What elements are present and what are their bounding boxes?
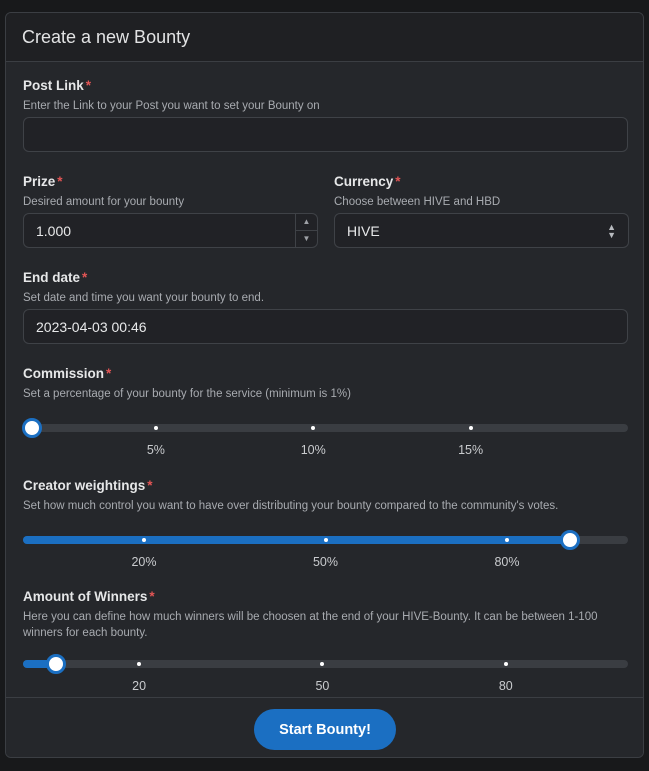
commission-field <box>23 366 628 402</box>
required-mark: * <box>106 366 112 381</box>
required-mark: * <box>395 174 401 189</box>
slider-tick-label: 5% <box>146 443 165 457</box>
winners-slider[interactable] <box>23 649 628 693</box>
currency-select[interactable] <box>334 213 629 248</box>
end-date-field <box>23 270 628 306</box>
commission-label: Commission * <box>23 366 112 381</box>
select-arrows-icon: ▲ ▼ <box>607 221 616 240</box>
prize-stepper[interactable] <box>295 214 317 247</box>
slider-tick-label: 80% <box>494 555 520 569</box>
winners-help: Here you can define how much winners will be choosen at the end of your HIVE-Bounty. It can be between 1-100 winners for each bounty. <box>23 611 598 639</box>
prize-input[interactable] <box>23 213 318 248</box>
slider-tick-label: 20 <box>132 679 147 693</box>
bounty-form-panel <box>5 12 644 758</box>
winners-field <box>23 589 628 641</box>
slider-track[interactable] <box>23 424 628 432</box>
slider-tick <box>504 662 508 666</box>
currency-label: Currency * <box>334 174 401 189</box>
currency-value: HIVE <box>347 222 380 239</box>
slider-tick <box>469 426 473 430</box>
slider-tick-label: 80 <box>498 679 513 693</box>
slider-tick-label: 10% <box>300 443 326 457</box>
slider-thumb[interactable] <box>560 530 580 550</box>
prize-help: Desired amount for your bounty <box>23 196 185 208</box>
required-mark: * <box>149 589 155 604</box>
prize-label: Prize * <box>23 174 63 189</box>
slider-track[interactable] <box>23 660 628 668</box>
slider-tick-label: 20% <box>131 555 157 569</box>
form-footer <box>6 697 643 758</box>
slider-tick-label: 15% <box>458 443 484 457</box>
panel-header <box>6 13 643 62</box>
end-date-help: Set date and time you want your bounty to end. <box>23 292 265 304</box>
post-link-input[interactable] <box>23 117 628 152</box>
creator-weightings-slider[interactable] <box>23 525 628 569</box>
post-link-label: Post Link * <box>23 78 92 93</box>
slider-thumb[interactable] <box>46 654 66 674</box>
start-bounty-button[interactable]: Start Bounty! <box>254 709 396 750</box>
currency-field <box>334 174 629 210</box>
slider-tick-label: 50 <box>315 679 330 693</box>
required-mark: * <box>82 270 88 285</box>
chevron-up-icon[interactable]: ▲ <box>296 214 317 231</box>
slider-fill <box>23 536 568 544</box>
post-link-field <box>23 78 628 114</box>
required-mark: * <box>57 174 63 189</box>
required-mark: * <box>85 78 92 93</box>
slider-tick <box>142 538 146 542</box>
end-date-label: End date * <box>23 270 88 285</box>
creator-weightings-label: Creator weightings * <box>23 478 153 493</box>
slider-thumb[interactable] <box>22 418 42 438</box>
chevron-down-icon[interactable]: ▼ <box>302 234 311 244</box>
commission-help: Set a percentage of your bounty for the service (minimum is 1%) <box>23 388 351 400</box>
prize-value: 1.000 <box>36 222 72 239</box>
post-link-help: Enter the Link to your Post you want to set your Bounty on <box>23 100 320 112</box>
slider-tick-label: 50% <box>312 555 339 569</box>
slider-tick <box>324 538 328 542</box>
prize-field <box>23 174 323 210</box>
currency-help: Choose between HIVE and HBD <box>334 196 501 208</box>
slider-tick <box>505 538 509 542</box>
creator-weightings-help: Set how much control you want to have over distributing your bounty compared to the community's votes. <box>23 500 559 512</box>
commission-slider[interactable] <box>23 413 628 457</box>
slider-tick <box>154 426 158 430</box>
end-date-input[interactable]: 2023-04-03 00:46 <box>23 309 628 344</box>
required-mark: * <box>147 478 153 493</box>
creator-weightings-field <box>23 478 628 514</box>
page-title: Create a new Bounty <box>22 26 191 47</box>
winners-label: Amount of Winners * <box>23 589 155 604</box>
